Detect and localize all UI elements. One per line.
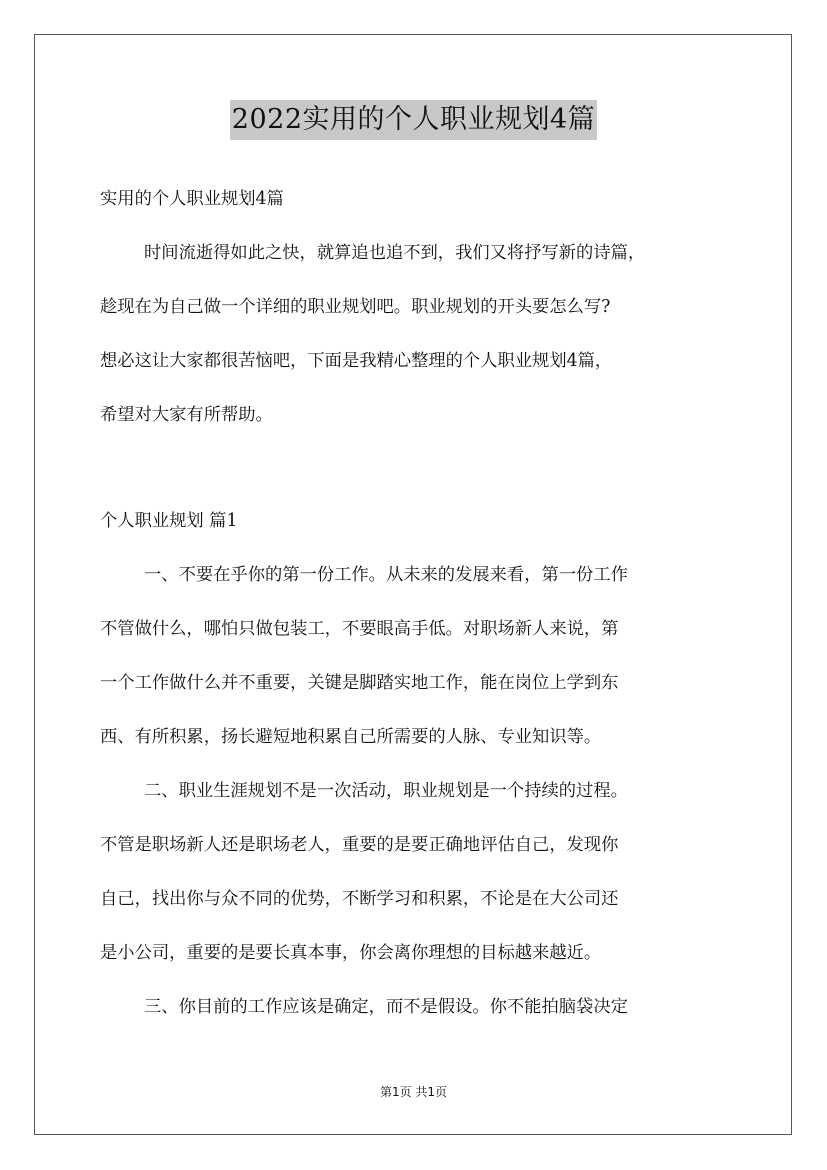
paragraph-line: 不管做什么，哪怕只做包装工，不要眼高手低。对职场新人来说，第 <box>100 619 619 639</box>
paragraph-line: 三、你目前的工作应该是确定，而不是假设。你不能拍脑袋决定 <box>144 997 628 1017</box>
title-container <box>0 100 827 140</box>
intro-line: 时间流逝得如此之快，就算追也追不到，我们又将抒写新的诗篇， <box>144 243 646 263</box>
paragraph-line: 不管是职场新人还是职场老人，重要的是要正确地评估自己，发现你 <box>100 835 619 855</box>
intro-line: 想必这让大家都很苦恼吧，下面是我精心整理的个人职业规划4篇， <box>100 351 613 371</box>
paragraph-line: 二、职业生涯规划不是一次活动，职业规划是一个持续的过程。 <box>144 781 628 801</box>
intro-line: 趁现在为自己做一个详细的职业规划吧。职业规划的开头要怎么写? <box>100 297 611 317</box>
paragraph-line: 一个工作做什么并不重要，关键是脚踏实地工作，能在岗位上学到东 <box>100 673 619 693</box>
paragraph-line: 一、不要在乎你的第一份工作。从未来的发展来看，第一份工作 <box>144 565 628 585</box>
paragraph-line: 自己，找出你与众不同的优势，不断学习和积累，不论是在大公司还 <box>100 889 619 909</box>
paragraph-line: 西、有所积累，扬长避短地积累自己所需要的人脉、专业知识等。 <box>100 727 602 747</box>
section-gap <box>100 442 732 494</box>
paragraph-line: 是小公司，重要的是要长真本事，你会离你理想的目标越来越近。 <box>100 943 602 963</box>
document-subtitle: 实用的个人职业规划4篇 <box>100 189 284 209</box>
document-body <box>100 172 732 1034</box>
intro-line: 希望对大家有所帮助。 <box>100 405 273 425</box>
section-heading: 个人职业规划 篇1 <box>100 511 238 531</box>
page-footer: 第1页 共1页 <box>379 1085 448 1099</box>
document-title: 2022实用的个人职业规划4篇 <box>230 100 597 140</box>
